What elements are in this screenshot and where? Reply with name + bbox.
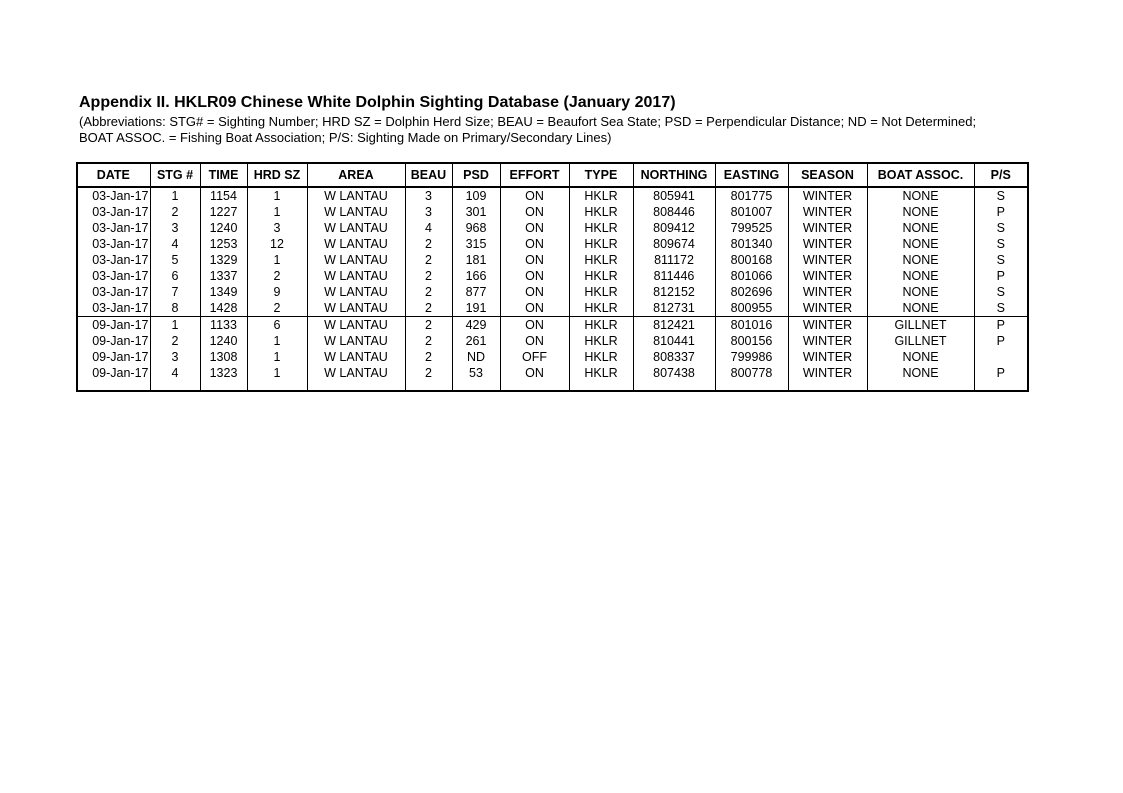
cell-easting: 801007 — [715, 204, 788, 220]
spacer-cell — [77, 381, 150, 391]
header-season: SEASON — [788, 163, 867, 187]
cell-type: HKLR — [569, 317, 633, 334]
cell-date: 03-Jan-17 — [92, 253, 149, 267]
cell-date: 09-Jan-17 — [92, 334, 149, 348]
cell-type: HKLR — [569, 236, 633, 252]
spacer-cell — [569, 381, 633, 391]
table-row — [77, 268, 1028, 284]
header-northing: NORTHING — [633, 163, 715, 187]
cell-primary-secondary: P — [974, 317, 1028, 334]
table-row — [77, 300, 1028, 317]
header-stg: STG # — [150, 163, 200, 187]
table-row — [77, 204, 1028, 220]
cell-stg: 4 — [150, 236, 200, 252]
cell-date: 03-Jan-17 — [92, 237, 149, 251]
cell-herd-size: 9 — [247, 284, 307, 300]
cell-type: HKLR — [569, 204, 633, 220]
cell-psd: 166 — [452, 268, 500, 284]
cell-herd-size: 1 — [247, 187, 307, 204]
cell-primary-secondary: S — [974, 252, 1028, 268]
cell-time: 1240 — [200, 220, 247, 236]
cell-type: HKLR — [569, 333, 633, 349]
cell-boat-assoc: NONE — [867, 220, 974, 236]
cell-season: WINTER — [788, 317, 867, 334]
cell-beaufort: 2 — [405, 333, 452, 349]
cell-primary-secondary: P — [974, 268, 1028, 284]
cell-herd-size: 6 — [247, 317, 307, 334]
cell-type: HKLR — [569, 300, 633, 317]
cell-easting: 800168 — [715, 252, 788, 268]
cell-effort: ON — [500, 252, 569, 268]
cell-effort: OFF — [500, 349, 569, 365]
cell-psd: 315 — [452, 236, 500, 252]
cell-time: 1240 — [200, 333, 247, 349]
cell-stg: 8 — [150, 300, 200, 317]
cell-effort: ON — [500, 333, 569, 349]
header-primary-secondary: P/S — [974, 163, 1028, 187]
cell-effort: ON — [500, 268, 569, 284]
cell-easting: 802696 — [715, 284, 788, 300]
cell-effort: ON — [500, 284, 569, 300]
cell-effort: ON — [500, 365, 569, 381]
cell-time: 1308 — [200, 349, 247, 365]
cell-date: 03-Jan-17 — [92, 221, 149, 235]
cell-northing: 805941 — [633, 187, 715, 204]
cell-season: WINTER — [788, 236, 867, 252]
table-row — [77, 284, 1028, 300]
cell-northing: 810441 — [633, 333, 715, 349]
spacer-cell — [200, 381, 247, 391]
cell-time: 1428 — [200, 300, 247, 317]
cell-stg: 7 — [150, 284, 200, 300]
cell-time: 1133 — [200, 317, 247, 334]
header-time: TIME — [200, 163, 247, 187]
cell-date: 09-Jan-17 — [77, 317, 150, 334]
cell-area: W LANTAU — [307, 365, 405, 381]
cell-northing: 809674 — [633, 236, 715, 252]
cell-time: 1227 — [200, 204, 247, 220]
spacer-cell — [247, 381, 307, 391]
table-row — [77, 349, 1028, 365]
table-row — [77, 220, 1028, 236]
cell-herd-size: 1 — [247, 349, 307, 365]
cell-stg: 2 — [150, 204, 200, 220]
cell-area: W LANTAU — [307, 236, 405, 252]
cell-season: WINTER — [788, 252, 867, 268]
cell-area: W LANTAU — [307, 300, 405, 317]
cell-beaufort: 2 — [405, 252, 452, 268]
cell-beaufort: 4 — [405, 220, 452, 236]
cell-northing: 812152 — [633, 284, 715, 300]
table-row — [77, 317, 1028, 334]
header-herd-size: HRD SZ — [247, 163, 307, 187]
cell-type: HKLR — [569, 349, 633, 365]
cell-stg: 1 — [150, 187, 200, 204]
cell-stg: 2 — [150, 333, 200, 349]
cell-herd-size: 1 — [247, 204, 307, 220]
table-row — [77, 333, 1028, 349]
header-beaufort: BEAU — [405, 163, 452, 187]
header-easting: EASTING — [715, 163, 788, 187]
cell-date: 03-Jan-17 — [92, 301, 149, 315]
sighting-table — [76, 162, 1029, 392]
cell-time: 1154 — [200, 187, 247, 204]
cell-northing: 812421 — [633, 317, 715, 334]
cell-area: W LANTAU — [307, 220, 405, 236]
spacer-cell — [974, 381, 1028, 391]
cell-effort: ON — [500, 220, 569, 236]
cell-beaufort: 2 — [405, 349, 452, 365]
cell-effort: ON — [500, 187, 569, 204]
cell-herd-size: 12 — [247, 236, 307, 252]
cell-psd: 53 — [452, 365, 500, 381]
cell-effort: ON — [500, 300, 569, 317]
cell-effort: ON — [500, 204, 569, 220]
cell-type: HKLR — [569, 365, 633, 381]
spacer-cell — [715, 381, 788, 391]
page-title: Appendix II. HKLR09 Chinese White Dolphin Sighting Database (January 2017) — [79, 94, 676, 111]
cell-area: W LANTAU — [307, 333, 405, 349]
cell-northing: 808446 — [633, 204, 715, 220]
cell-season: WINTER — [788, 220, 867, 236]
cell-time: 1253 — [200, 236, 247, 252]
cell-primary-secondary: S — [974, 300, 1028, 317]
table-row — [77, 236, 1028, 252]
cell-date: 03-Jan-17 — [92, 189, 149, 203]
table-row — [77, 252, 1028, 268]
abbreviations-note — [79, 114, 976, 146]
cell-type: HKLR — [569, 187, 633, 204]
cell-herd-size: 2 — [247, 300, 307, 317]
cell-season: WINTER — [788, 204, 867, 220]
cell-psd: 301 — [452, 204, 500, 220]
cell-easting: 801340 — [715, 236, 788, 252]
cell-area: W LANTAU — [307, 349, 405, 365]
cell-area: W LANTAU — [307, 204, 405, 220]
cell-northing: 808337 — [633, 349, 715, 365]
cell-northing: 809412 — [633, 220, 715, 236]
table-body — [77, 187, 1028, 391]
cell-stg: 1 — [150, 317, 200, 334]
cell-date: 09-Jan-17 — [92, 350, 149, 364]
table-row — [77, 365, 1028, 381]
header-area: AREA — [307, 163, 405, 187]
cell-stg: 5 — [150, 252, 200, 268]
cell-primary-secondary: S — [974, 236, 1028, 252]
cell-herd-size: 2 — [247, 268, 307, 284]
cell-effort: ON — [500, 236, 569, 252]
cell-area: W LANTAU — [307, 268, 405, 284]
cell-primary-secondary: S — [974, 284, 1028, 300]
cell-season: WINTER — [788, 300, 867, 317]
table-row — [77, 187, 1028, 204]
cell-season: WINTER — [788, 349, 867, 365]
cell-beaufort: 2 — [405, 317, 452, 334]
cell-area: W LANTAU — [307, 317, 405, 334]
cell-easting: 799525 — [715, 220, 788, 236]
cell-northing: 807438 — [633, 365, 715, 381]
cell-type: HKLR — [569, 220, 633, 236]
cell-boat-assoc: NONE — [867, 284, 974, 300]
cell-easting: 800778 — [715, 365, 788, 381]
cell-psd: 109 — [452, 187, 500, 204]
cell-stg: 6 — [150, 268, 200, 284]
cell-season: WINTER — [788, 333, 867, 349]
cell-season: WINTER — [788, 365, 867, 381]
spacer-cell — [867, 381, 974, 391]
cell-area: W LANTAU — [307, 284, 405, 300]
cell-season: WINTER — [788, 268, 867, 284]
header-type: TYPE — [569, 163, 633, 187]
cell-effort: ON — [500, 317, 569, 334]
abbreviations-line-2: BOAT ASSOC. = Fishing Boat Association; P/S: Sighting Made on Primary/Secondary Lines) — [79, 130, 612, 145]
cell-boat-assoc: NONE — [867, 252, 974, 268]
cell-boat-assoc: GILLNET — [867, 333, 974, 349]
cell-date: 03-Jan-17 — [92, 205, 149, 219]
spacer-cell — [788, 381, 867, 391]
cell-primary-secondary: P — [974, 333, 1028, 349]
cell-boat-assoc: NONE — [867, 236, 974, 252]
cell-herd-size: 1 — [247, 365, 307, 381]
cell-psd: 191 — [452, 300, 500, 317]
cell-psd: ND — [452, 349, 500, 365]
cell-herd-size: 3 — [247, 220, 307, 236]
header-boat-assoc: BOAT ASSOC. — [867, 163, 974, 187]
spacer-cell — [150, 381, 200, 391]
cell-time: 1337 — [200, 268, 247, 284]
cell-area: W LANTAU — [307, 187, 405, 204]
cell-beaufort: 2 — [405, 284, 452, 300]
cell-herd-size: 1 — [247, 333, 307, 349]
cell-psd: 429 — [452, 317, 500, 334]
cell-beaufort: 2 — [405, 236, 452, 252]
header-date: DATE — [77, 163, 150, 187]
cell-stg: 3 — [150, 349, 200, 365]
cell-stg: 4 — [150, 365, 200, 381]
cell-beaufort: 3 — [405, 204, 452, 220]
cell-time: 1329 — [200, 252, 247, 268]
cell-boat-assoc: NONE — [867, 268, 974, 284]
table-header-row — [77, 163, 1028, 187]
spacer-cell — [500, 381, 569, 391]
cell-primary-secondary — [974, 349, 1028, 365]
cell-herd-size: 1 — [247, 252, 307, 268]
cell-psd: 968 — [452, 220, 500, 236]
cell-date: 03-Jan-17 — [92, 269, 149, 283]
cell-boat-assoc: NONE — [867, 365, 974, 381]
cell-primary-secondary: P — [974, 365, 1028, 381]
spacer-cell — [307, 381, 405, 391]
cell-easting: 800955 — [715, 300, 788, 317]
cell-area: W LANTAU — [307, 252, 405, 268]
cell-type: HKLR — [569, 268, 633, 284]
spacer-cell — [405, 381, 452, 391]
cell-time: 1349 — [200, 284, 247, 300]
cell-time: 1323 — [200, 365, 247, 381]
cell-beaufort: 2 — [405, 365, 452, 381]
cell-psd: 181 — [452, 252, 500, 268]
cell-boat-assoc: NONE — [867, 349, 974, 365]
cell-easting: 801016 — [715, 317, 788, 334]
cell-date: 03-Jan-17 — [92, 285, 149, 299]
cell-beaufort: 2 — [405, 300, 452, 317]
cell-season: WINTER — [788, 284, 867, 300]
header-psd: PSD — [452, 163, 500, 187]
cell-northing: 811446 — [633, 268, 715, 284]
cell-easting: 801775 — [715, 187, 788, 204]
cell-type: HKLR — [569, 284, 633, 300]
cell-type: HKLR — [569, 252, 633, 268]
cell-northing: 811172 — [633, 252, 715, 268]
cell-primary-secondary: S — [974, 187, 1028, 204]
spacer-cell — [452, 381, 500, 391]
cell-stg: 3 — [150, 220, 200, 236]
spacer-cell — [633, 381, 715, 391]
cell-easting: 799986 — [715, 349, 788, 365]
cell-boat-assoc: NONE — [867, 204, 974, 220]
table-bottom-spacer — [77, 381, 1028, 391]
cell-easting: 800156 — [715, 333, 788, 349]
cell-season: WINTER — [788, 187, 867, 204]
cell-psd: 261 — [452, 333, 500, 349]
cell-beaufort: 2 — [405, 268, 452, 284]
cell-boat-assoc: NONE — [867, 187, 974, 204]
cell-primary-secondary: S — [974, 220, 1028, 236]
abbreviations-line-1: (Abbreviations: STG# = Sighting Number; HRD SZ = Dolphin Herd Size; BEAU = Beaufort Sea State; PSD = Perpendicular Distance; ND = Not Determined; — [79, 114, 977, 129]
cell-beaufort: 3 — [405, 187, 452, 204]
cell-boat-assoc: GILLNET — [867, 317, 974, 334]
cell-easting: 801066 — [715, 268, 788, 284]
cell-northing: 812731 — [633, 300, 715, 317]
cell-boat-assoc: NONE — [867, 300, 974, 317]
cell-primary-secondary: P — [974, 204, 1028, 220]
cell-psd: 877 — [452, 284, 500, 300]
header-effort: EFFORT — [500, 163, 569, 187]
cell-date: 09-Jan-17 — [92, 366, 149, 380]
